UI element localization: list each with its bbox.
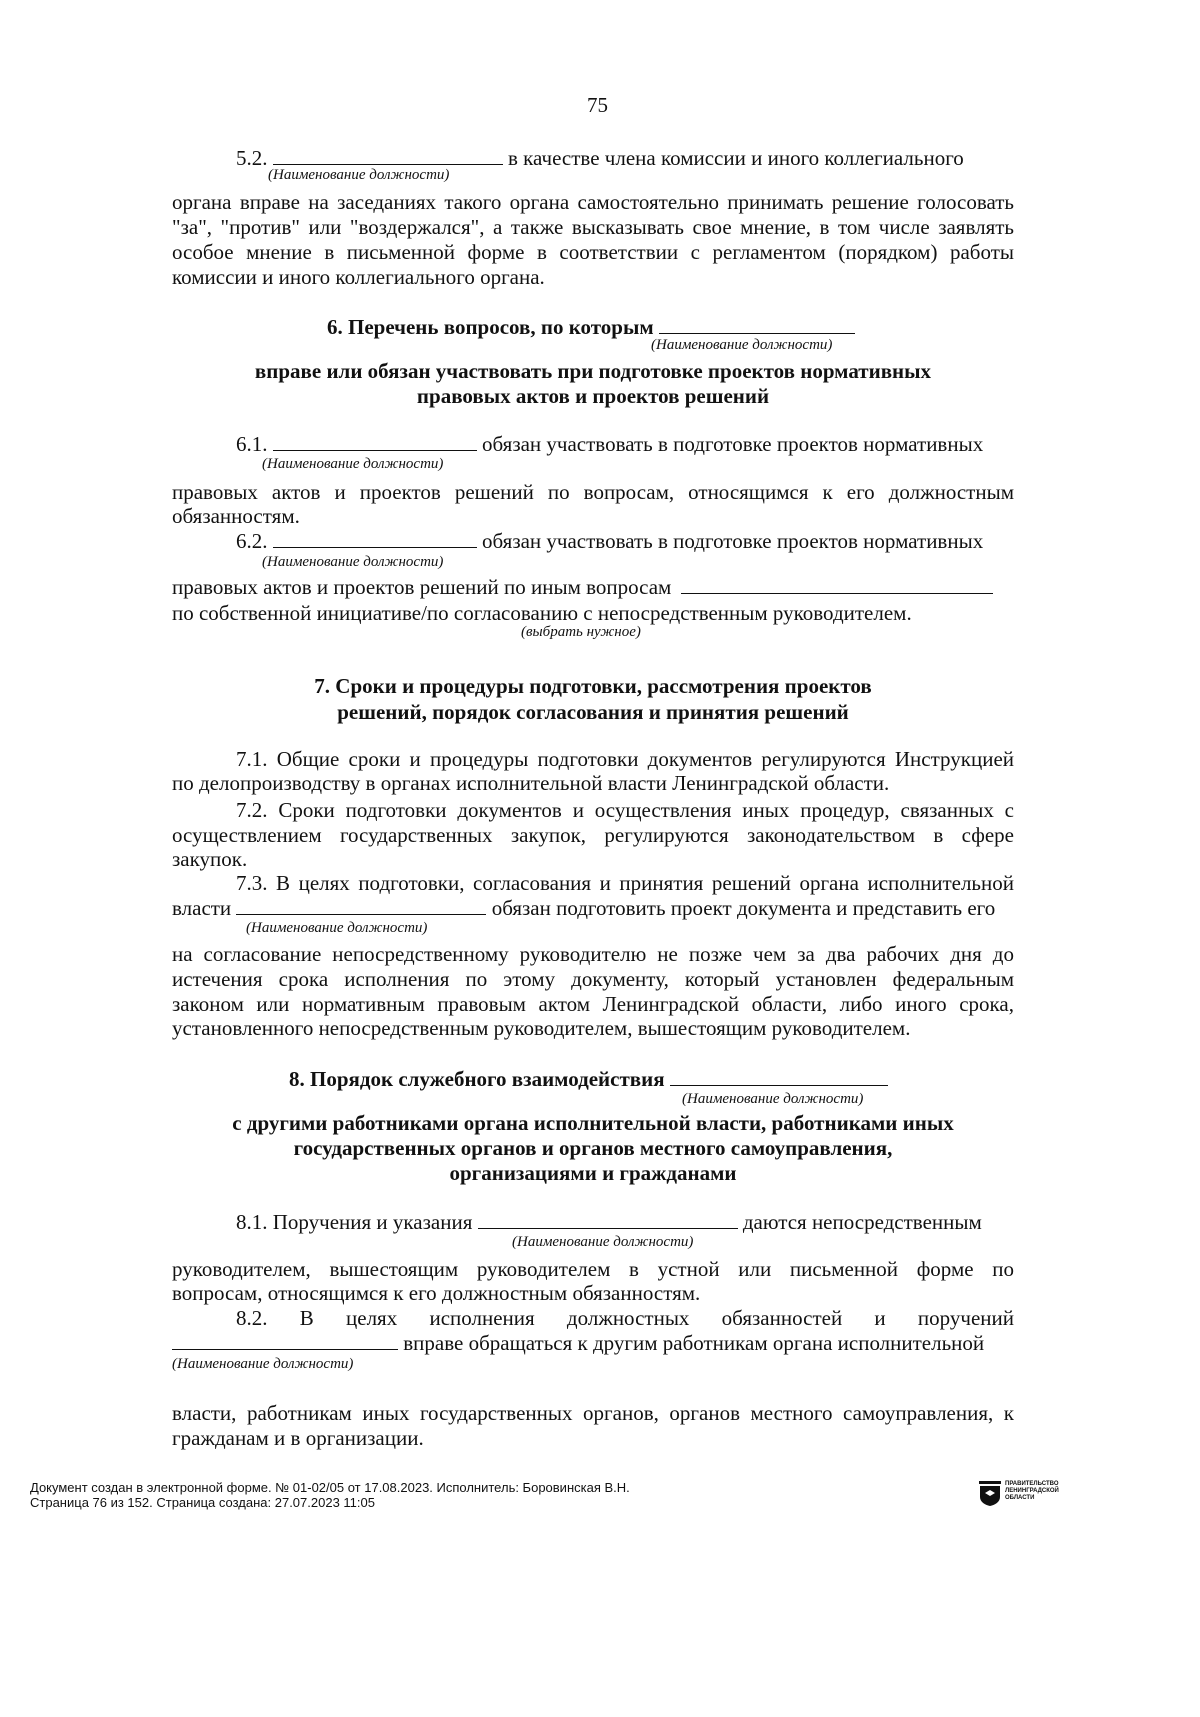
p5-2-line: комиссии и иного коллегиального органа.	[172, 265, 545, 289]
caption-sec6: (Наименование должности)	[651, 337, 833, 353]
sec8-title-line: государственных органов и органов местного самоуправления,	[293, 1136, 893, 1160]
p8-1-before-blank: 8.1. Поручения и указания	[236, 1210, 473, 1234]
logo-text-line: ПРАВИТЕЛЬСТВО	[1005, 1481, 1059, 1487]
p6-1-after-blank: обязан участвовать в подготовке проектов нормативных	[482, 432, 984, 456]
p6-1-line: правовых актов и проектов решений по вопросам, относящимся к его должностным	[172, 480, 1014, 504]
p7-3-line: установленного непосредственным руководителем, вышестоящим руководителем.	[172, 1016, 911, 1040]
sec8-title-start: 8. Порядок служебного взаимодействия	[289, 1067, 665, 1091]
p6-1-line: обязанностям.	[172, 504, 300, 528]
logo-text-line: ЛЕНИНГРАДСКОЙ	[1005, 1488, 1059, 1494]
p8-1-first-line	[236, 1209, 982, 1235]
p6-2-number: 6.2.	[236, 529, 268, 553]
p5-2-line: органа вправе на заседаниях такого органа самостоятельно принимать решение голосовать	[172, 190, 1014, 214]
p6-1-first-line	[236, 431, 983, 457]
coat-of-arms-icon	[979, 1481, 1001, 1507]
position-blank-sec8	[670, 1067, 888, 1086]
p7-3-line: на согласование непосредственному руководителю не позже чем за два рабочих дня до	[172, 942, 1014, 966]
position-blank-6-1	[273, 432, 477, 451]
position-blank-8-2	[172, 1331, 398, 1350]
sec8-title-first-line	[289, 1066, 888, 1092]
caption-6-1: (Наименование должности)	[262, 456, 444, 472]
p8-2-line2	[172, 1330, 984, 1356]
sec6-title-line: вправе или обязан участвовать при подготовке проектов нормативных	[254, 359, 932, 383]
blank-other-questions	[681, 575, 993, 594]
caption-sec8: (Наименование должности)	[682, 1091, 864, 1107]
sec8-title-line: организациями и гражданами	[449, 1161, 737, 1185]
caption-5-2: (Наименование должности)	[268, 167, 450, 183]
government-logo	[979, 1479, 1071, 1509]
logo-text-line: ОБЛАСТИ	[1005, 1495, 1035, 1501]
p5-2-line: особое мнение в письменной форме в соответствии с регламентом (порядком) работы	[172, 240, 1014, 264]
position-blank-5-2	[273, 146, 503, 165]
p6-2-line1-text: правовых актов и проектов решений по иным вопросам	[172, 575, 672, 599]
page-number: 75	[587, 93, 608, 117]
p8-1-line: руководителем, вышестоящим руководителем в устной или письменной форме по	[172, 1257, 1014, 1281]
caption-6-2: (Наименование должности)	[262, 554, 444, 570]
sec7-title-line: решений, порядок согласования и принятия решений	[337, 700, 849, 724]
position-blank-8-1	[478, 1210, 738, 1229]
p7-3-line2	[172, 895, 995, 921]
p7-3-line: законом или нормативным правовым актом Ленинградской области, либо иного срока,	[172, 992, 1014, 1016]
p6-2-line1	[172, 574, 993, 600]
p7-1-line: по делопроизводству в органах исполнительной власти Ленинградской области.	[172, 771, 890, 795]
p7-1-line: 7.1. Общие сроки и процедуры подготовки документов регулируются Инструкцией	[236, 747, 1014, 771]
p7-3-line: истечения срока исполнения по этому документу, который установлен федеральным	[172, 967, 1014, 991]
p5-2-line: "за", "против" или "воздержался", а также высказывать свое мнение, в том числе заявлять	[172, 215, 1014, 239]
footer-line-2: Страница 76 из 152. Страница создана: 27.07.2023 11:05	[30, 1495, 375, 1510]
position-blank-6-2	[273, 529, 477, 548]
p7-3-before-blank: власти	[172, 896, 232, 920]
p8-2-after-blank: вправе обращаться к другим работникам органа исполнительной	[403, 1331, 985, 1355]
p8-2-line1: 8.2. В целях исполнения должностных обязанностей и поручений	[236, 1306, 1014, 1330]
caption-8-2: (Наименование должности)	[172, 1356, 354, 1372]
caption-8-1: (Наименование должности)	[512, 1234, 694, 1250]
caption-choose: (выбрать нужное)	[521, 624, 641, 640]
p6-2-first-line	[236, 528, 983, 554]
p8-2-line: гражданам и в организации.	[172, 1426, 424, 1450]
sec6-title-start: 6. Перечень вопросов, по которым	[327, 315, 654, 339]
sec6-title-line: правовых актов и проектов решений	[416, 384, 770, 408]
p8-1-line: вопросам, относящимся к его должностным обязанностям.	[172, 1281, 701, 1305]
p5-2-number: 5.2.	[236, 146, 268, 170]
p8-1-after-blank: даются непосредственным	[742, 1210, 982, 1234]
p7-2-line: осуществлением государственных закупок, регулируются законодательством в сфере	[172, 823, 1014, 847]
p5-2-after-blank: в качестве члена комиссии и иного коллегиального	[508, 146, 964, 170]
footer-line-1: Документ создан в электронной форме. № 01-02/05 от 17.08.2023. Исполнитель: Боровинская В.Н.	[30, 1480, 630, 1495]
position-blank-7-3	[236, 896, 486, 915]
p6-2-after-blank: обязан участвовать в подготовке проектов нормативных	[482, 529, 984, 553]
p6-2-line2: по собственной инициативе/по согласованию с непосредственным руководителем.	[172, 601, 912, 625]
p6-1-number: 6.1.	[236, 432, 268, 456]
sec8-title-line: с другими работниками органа исполнительной власти, работниками иных	[232, 1111, 954, 1135]
sec7-title-line: 7. Сроки и процедуры подготовки, рассмотрения проектов	[314, 674, 872, 698]
caption-7-3: (Наименование должности)	[246, 920, 428, 936]
p7-2-line: 7.2. Сроки подготовки документов и осуществления иных процедур, связанных с	[236, 798, 1014, 822]
p8-2-line: власти, работникам иных государственных органов, органов местного самоуправления, к	[172, 1401, 1014, 1425]
p7-3-after-blank: обязан подготовить проект документа и представить его	[491, 896, 996, 920]
p7-3-line1: 7.3. В целях подготовки, согласования и принятия решений органа исполнительной	[236, 871, 1014, 895]
p7-2-line: закупок.	[172, 847, 248, 871]
position-blank-sec6	[659, 315, 855, 334]
